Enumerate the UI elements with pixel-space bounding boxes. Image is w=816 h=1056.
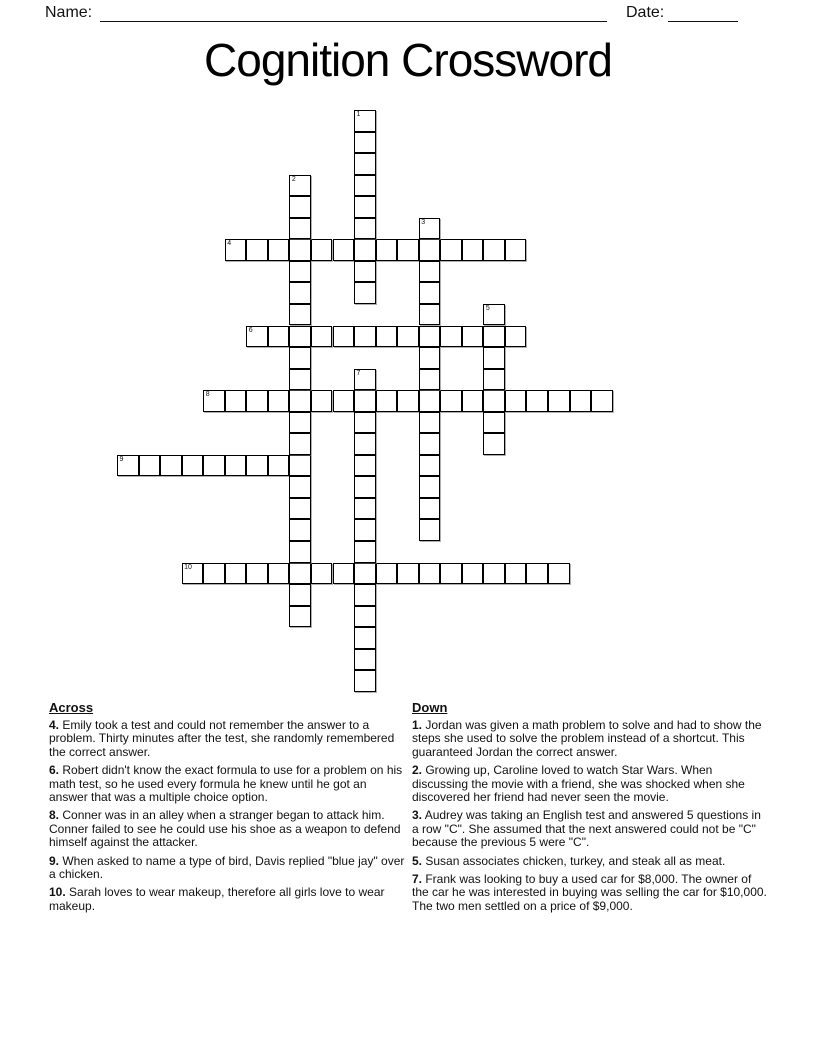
clue-text: When asked to name a type of bird, Davis replied "blue jay" over a chicken. xyxy=(49,853,405,882)
grid-cell xyxy=(289,584,311,606)
clue-number: 6. xyxy=(49,763,60,778)
grid-cell xyxy=(354,218,376,240)
grid-cell xyxy=(289,239,311,261)
grid-cell xyxy=(246,455,268,477)
grid-cell xyxy=(182,563,204,585)
grid-cell xyxy=(354,282,376,304)
grid-cell xyxy=(354,541,376,563)
grid-cell xyxy=(419,476,441,498)
grid-cell xyxy=(246,239,268,261)
clue-number: 3. xyxy=(412,808,423,823)
grid-cell xyxy=(354,498,376,520)
grid-cell xyxy=(419,282,441,304)
grid-cell xyxy=(419,304,441,326)
grid-cell-number: 6 xyxy=(248,326,253,334)
grid-cell xyxy=(548,563,570,585)
grid-cell xyxy=(419,369,441,391)
grid-cell xyxy=(483,304,505,326)
grid-cell xyxy=(354,261,376,283)
grid-cell xyxy=(225,239,247,261)
grid-cell xyxy=(289,433,311,455)
grid-cell xyxy=(483,412,505,434)
grid-cell xyxy=(225,563,247,585)
grid-cell xyxy=(505,326,527,348)
name-label: Name: xyxy=(45,4,93,21)
grid-cell-number: 2 xyxy=(291,175,296,183)
grid-cell xyxy=(376,239,398,261)
grid-cell xyxy=(419,261,441,283)
grid-cell xyxy=(289,390,311,412)
grid-cell-number: 1 xyxy=(356,111,361,118)
grid-cell xyxy=(440,563,462,585)
grid-cell-number: 7 xyxy=(356,369,361,377)
grid-cell xyxy=(376,390,398,412)
clue-number: 2. xyxy=(412,763,423,778)
clue-item xyxy=(49,855,405,882)
clue-text: Robert didn't know the exact formula to use for a problem on his math test, so he used every formula he knew until he got an answer that was a multiple choice option. xyxy=(49,763,403,805)
grid-cell xyxy=(203,455,225,477)
grid-cell xyxy=(440,326,462,348)
grid-cell xyxy=(462,390,484,412)
grid-cell xyxy=(354,153,376,175)
clue-item xyxy=(49,719,405,759)
grid-cell xyxy=(182,455,204,477)
grid-cell xyxy=(397,326,419,348)
grid-cell xyxy=(462,563,484,585)
grid-cell xyxy=(526,563,548,585)
clue-number: 9. xyxy=(49,853,60,868)
grid-cell xyxy=(289,412,311,434)
grid-cell xyxy=(160,455,182,477)
grid-cell-number: 8 xyxy=(205,391,210,399)
grid-cell xyxy=(419,326,441,348)
grid-cell xyxy=(289,196,311,218)
grid-cell xyxy=(203,390,225,412)
grid-cell xyxy=(289,606,311,628)
grid-cell xyxy=(333,326,355,348)
grid-cell xyxy=(354,519,376,541)
grid-cell xyxy=(483,239,505,261)
grid-cell xyxy=(354,455,376,477)
grid-cell xyxy=(311,563,333,585)
grid-cell xyxy=(548,390,570,412)
grid-cell xyxy=(354,584,376,606)
clue-text: Jordan was given a math problem to solve and had to show the steps she used to solve the problem instead of a shortcut. This guaranteed Jordan the correct answer. xyxy=(412,718,762,759)
grid-cell xyxy=(419,455,441,477)
grid-cell xyxy=(333,390,355,412)
grid-cell-number: 10 xyxy=(184,563,192,571)
grid-cell xyxy=(376,326,398,348)
grid-cell xyxy=(333,563,355,585)
grid-cell xyxy=(354,670,376,692)
grid-cell xyxy=(419,498,441,520)
grid-cell xyxy=(483,369,505,391)
clue-number: 1. xyxy=(412,718,423,732)
clue-item xyxy=(412,809,768,849)
grid-cell xyxy=(246,390,268,412)
grid-cell xyxy=(289,476,311,498)
grid-cell xyxy=(397,390,419,412)
grid-cell xyxy=(354,110,376,132)
grid-cell xyxy=(526,390,548,412)
down-heading: Down xyxy=(412,700,448,715)
grid-cell xyxy=(440,239,462,261)
grid-cell xyxy=(419,563,441,585)
grid-cell xyxy=(397,563,419,585)
clue-number: 8. xyxy=(49,808,60,823)
clue-text: Sarah loves to wear makeup, therefore all girls love to wear makeup. xyxy=(49,885,385,913)
grid-cell xyxy=(289,541,311,563)
across-clue-list xyxy=(49,719,405,913)
grid-cell xyxy=(289,326,311,348)
clue-number: 10. xyxy=(49,885,66,900)
clue-item xyxy=(412,764,768,804)
grid-cell xyxy=(354,627,376,649)
grid-cell xyxy=(289,175,311,197)
grid-cell xyxy=(483,390,505,412)
grid-cell xyxy=(289,455,311,477)
grid-cell xyxy=(570,390,592,412)
grid-cell xyxy=(268,390,290,412)
grid-cell xyxy=(419,433,441,455)
clue-text: Audrey was taking an English test and answered 5 questions in a row "C". She assumed that the next answered could not be "C" because the previous 5 were "C". xyxy=(412,808,761,850)
grid-cell xyxy=(419,519,441,541)
grid-cell xyxy=(483,433,505,455)
grid-cell xyxy=(419,239,441,261)
grid-cell-number: 5 xyxy=(485,304,490,312)
grid-cell xyxy=(225,390,247,412)
clue-text: Emily took a test and could not remember the answer to a problem. Thirty minutes after the test, she randomly remembered the correct answer. xyxy=(49,718,395,759)
clue-text: Frank was looking to buy a used car for $8,000. The owner of the car he was interested in buying was selling the car for $10,000. The two men settled on a price of $9,000. xyxy=(412,872,767,913)
grid-cell xyxy=(289,347,311,369)
grid-cell xyxy=(354,326,376,348)
grid-cell xyxy=(354,196,376,218)
name-fill-line xyxy=(100,3,607,22)
clue-number: 4. xyxy=(49,718,60,732)
grid-cell xyxy=(419,218,441,240)
grid-cell xyxy=(505,390,527,412)
clue-text: Susan associates chicken, turkey, and steak all as meat. xyxy=(422,853,726,868)
down-clue-list xyxy=(412,719,768,913)
grid-cell xyxy=(462,326,484,348)
grid-cell xyxy=(483,563,505,585)
grid-cell xyxy=(333,239,355,261)
grid-cell xyxy=(419,390,441,412)
grid-cell-number: 9 xyxy=(119,455,124,463)
grid-cell xyxy=(354,563,376,585)
grid-cell xyxy=(289,519,311,541)
grid-cell xyxy=(354,369,376,391)
grid-cell xyxy=(354,412,376,434)
clue-number: 5. xyxy=(412,853,423,868)
grid-cell xyxy=(246,563,268,585)
clue-text: Conner was in an alley when a stranger began to attack him. Conner failed to see he could use his shoe as a weapon to defend himself against the attacker. xyxy=(49,808,401,850)
grid-cell xyxy=(483,347,505,369)
grid-cell xyxy=(591,390,613,412)
grid-cell xyxy=(268,563,290,585)
grid-cell xyxy=(289,563,311,585)
grid-cell xyxy=(117,455,139,477)
grid-cell xyxy=(289,282,311,304)
grid-cell xyxy=(354,649,376,671)
date-label: Date: xyxy=(626,4,665,21)
grid-cell xyxy=(354,239,376,261)
grid-cell xyxy=(289,261,311,283)
grid-cell xyxy=(354,132,376,154)
clue-item xyxy=(412,855,768,868)
grid-cell-number: 3 xyxy=(421,218,426,226)
grid-cell xyxy=(376,563,398,585)
down-clues-section xyxy=(412,700,768,918)
grid-cell xyxy=(139,455,161,477)
grid-cell xyxy=(419,412,441,434)
grid-cell xyxy=(505,239,527,261)
grid-cell xyxy=(246,326,268,348)
grid-cell-number: 4 xyxy=(227,240,232,248)
grid-cell xyxy=(289,304,311,326)
grid-cell xyxy=(354,175,376,197)
grid-cell xyxy=(354,476,376,498)
crossword-grid xyxy=(117,110,613,692)
grid-cell xyxy=(483,326,505,348)
grid-cell xyxy=(268,326,290,348)
page-title: Cognition Crossword xyxy=(204,34,612,86)
clue-item xyxy=(49,809,405,849)
across-heading: Across xyxy=(49,700,94,715)
grid-cell xyxy=(225,455,247,477)
across-clues-section xyxy=(49,700,405,918)
grid-cell xyxy=(311,326,333,348)
grid-cell xyxy=(505,563,527,585)
grid-cell xyxy=(203,563,225,585)
grid-cell xyxy=(289,369,311,391)
grid-cell xyxy=(289,218,311,240)
grid-cell xyxy=(397,239,419,261)
grid-cell xyxy=(289,498,311,520)
grid-cell xyxy=(354,390,376,412)
grid-cell xyxy=(311,390,333,412)
clue-text: Growing up, Caroline loved to watch Star Wars. When discussing the movie with a friend, she was shocked when she discovered her friend had never seen the movie. xyxy=(412,763,745,805)
grid-cell xyxy=(268,239,290,261)
clue-item xyxy=(412,873,768,913)
grid-cell xyxy=(462,239,484,261)
grid-cell xyxy=(311,239,333,261)
clue-item xyxy=(49,764,405,804)
clue-item xyxy=(412,719,768,759)
grid-cell xyxy=(354,606,376,628)
grid-cell xyxy=(268,455,290,477)
clue-item xyxy=(49,886,405,913)
grid-cell xyxy=(419,347,441,369)
grid-cell xyxy=(440,390,462,412)
clue-number: 7. xyxy=(412,872,423,887)
date-fill-line xyxy=(668,3,738,22)
grid-cell xyxy=(354,433,376,455)
